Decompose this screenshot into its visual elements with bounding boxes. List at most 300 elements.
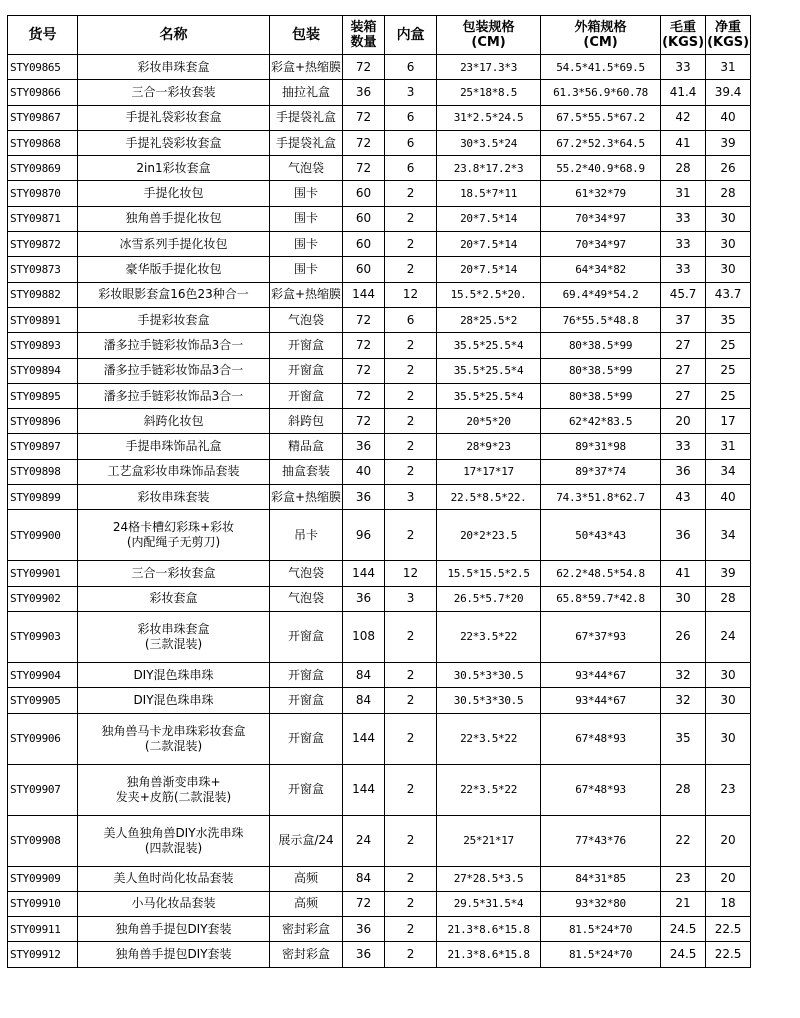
cell-code: STY09867 — [8, 105, 78, 130]
cell-carton-spec: 67.5*55.5*67.2 — [541, 105, 661, 130]
cell-name — [78, 434, 270, 459]
cell-net-weight: 39 — [706, 130, 751, 155]
cell-name-line1: 冰雪系列手提化妆包 — [119, 236, 228, 251]
cell-net-weight: 20 — [706, 815, 751, 866]
cell-name-line1: 彩妆串珠套装 — [137, 489, 210, 504]
cell-package: 抽盒套装 — [270, 459, 343, 484]
cell-carton-spec: 70*34*97 — [541, 232, 661, 257]
cell-code: STY09895 — [8, 383, 78, 408]
cell-inner-box: 3 — [385, 80, 437, 105]
cell-package: 高频 — [270, 891, 343, 916]
cell-code: STY09893 — [8, 333, 78, 358]
cell-inner-box: 6 — [385, 156, 437, 181]
cell-code: STY09903 — [8, 611, 78, 662]
cell-code: STY09894 — [8, 358, 78, 383]
cell-inner-box: 2 — [385, 891, 437, 916]
table-row — [8, 333, 751, 358]
table-row — [8, 662, 751, 687]
cell-inner-box: 2 — [385, 510, 437, 561]
cell-carton-spec: 80*38.5*99 — [541, 383, 661, 408]
cell-inner-box: 2 — [385, 409, 437, 434]
cell-package-spec: 21.3*8.6*15.8 — [437, 917, 541, 942]
cell-package: 密封彩盒 — [270, 917, 343, 942]
cell-package: 彩盒+热缩膜 — [270, 485, 343, 510]
cell-inner-box: 2 — [385, 257, 437, 282]
cell-package-spec: 25*21*17 — [437, 815, 541, 866]
cell-name-line1: 手提化妆包 — [143, 186, 204, 201]
cell-gross-weight: 22 — [661, 815, 706, 866]
cell-gross-weight: 43 — [661, 485, 706, 510]
cell-carton-qty: 144 — [343, 713, 385, 764]
table-row — [8, 459, 751, 484]
cell-name — [78, 586, 270, 611]
cell-package: 围卡 — [270, 257, 343, 282]
cell-net-weight: 30 — [706, 232, 751, 257]
header-gross-weight — [661, 16, 706, 55]
cell-inner-box: 2 — [385, 764, 437, 815]
cell-carton-qty: 24 — [343, 815, 385, 866]
table-row — [8, 942, 751, 967]
cell-package: 气泡袋 — [270, 307, 343, 332]
cell-carton-qty: 36 — [343, 586, 385, 611]
cell-code: STY09908 — [8, 815, 78, 866]
cell-gross-weight: 33 — [661, 206, 706, 231]
cell-carton-qty: 36 — [343, 942, 385, 967]
cell-net-weight: 30 — [706, 662, 751, 687]
cell-package-spec: 23*17.3*3 — [437, 55, 541, 80]
cell-name — [78, 55, 270, 80]
cell-package-spec: 21.3*8.6*15.8 — [437, 942, 541, 967]
table-row — [8, 181, 751, 206]
cell-inner-box: 3 — [385, 586, 437, 611]
cell-package-spec: 35.5*25.5*4 — [437, 333, 541, 358]
cell-name-line2: (二款混装) — [144, 738, 203, 753]
cell-carton-spec: 93*44*67 — [541, 662, 661, 687]
cell-inner-box: 2 — [385, 232, 437, 257]
cell-name-line2: (内配绳子无剪刀) — [126, 535, 221, 550]
cell-code: STY09871 — [8, 206, 78, 231]
cell-name-line1: 独角兽渐变串珠+ — [126, 774, 221, 789]
cell-net-weight: 28 — [706, 181, 751, 206]
cell-package-spec: 28*9*23 — [437, 434, 541, 459]
table-row — [8, 891, 751, 916]
cell-gross-weight: 23 — [661, 866, 706, 891]
table-row — [8, 764, 751, 815]
cell-carton-qty: 36 — [343, 917, 385, 942]
cell-name-line1: 小马化妆品套装 — [131, 896, 216, 911]
table-row — [8, 156, 751, 181]
cell-code: STY09901 — [8, 561, 78, 586]
cell-code: STY09906 — [8, 713, 78, 764]
cell-package: 展示盒/24 — [270, 815, 343, 866]
cell-package-spec: 20*7.5*14 — [437, 257, 541, 282]
cell-gross-weight: 36 — [661, 510, 706, 561]
cell-carton-spec: 80*38.5*99 — [541, 333, 661, 358]
cell-package-spec: 20*7.5*14 — [437, 206, 541, 231]
cell-name-line1: 美人鱼独角兽DIY水洗串珠 — [103, 825, 244, 840]
cell-inner-box: 2 — [385, 434, 437, 459]
cell-package-spec: 26.5*5.7*20 — [437, 586, 541, 611]
cell-name-line2: (四款混装) — [144, 840, 203, 855]
header-package-spec-line2: (CM) — [471, 35, 506, 50]
cell-carton-spec: 80*38.5*99 — [541, 358, 661, 383]
cell-gross-weight: 37 — [661, 307, 706, 332]
table-row — [8, 688, 751, 713]
table-row — [8, 307, 751, 332]
header-net-weight — [706, 16, 751, 55]
cell-name — [78, 561, 270, 586]
cell-name-line1: 独角兽手提化妆包 — [125, 211, 222, 226]
cell-gross-weight: 41 — [661, 561, 706, 586]
cell-name — [78, 942, 270, 967]
cell-carton-qty: 72 — [343, 891, 385, 916]
cell-net-weight: 39 — [706, 561, 751, 586]
cell-net-weight: 22.5 — [706, 917, 751, 942]
cell-inner-box: 2 — [385, 206, 437, 231]
header-net-weight-line2: (KGS) — [707, 35, 750, 50]
cell-net-weight: 30 — [706, 257, 751, 282]
cell-name-line1: 手提彩妆套盒 — [137, 312, 210, 327]
cell-inner-box: 2 — [385, 942, 437, 967]
cell-package-spec: 20*2*23.5 — [437, 510, 541, 561]
table-row — [8, 55, 751, 80]
cell-code: STY09873 — [8, 257, 78, 282]
cell-gross-weight: 32 — [661, 662, 706, 687]
cell-package-spec: 30*3.5*24 — [437, 130, 541, 155]
cell-code: STY09905 — [8, 688, 78, 713]
cell-code: STY09891 — [8, 307, 78, 332]
cell-carton-qty: 72 — [343, 55, 385, 80]
cell-carton-spec: 64*34*82 — [541, 257, 661, 282]
cell-inner-box: 2 — [385, 333, 437, 358]
cell-name-line1: 豪华版手提化妆包 — [125, 262, 222, 277]
cell-name — [78, 409, 270, 434]
cell-name — [78, 688, 270, 713]
cell-net-weight: 43.7 — [706, 282, 751, 307]
cell-inner-box: 6 — [385, 105, 437, 130]
cell-inner-box: 2 — [385, 713, 437, 764]
header-row — [8, 16, 751, 55]
table-row — [8, 815, 751, 866]
cell-name-line1: 彩妆套盒 — [149, 591, 198, 606]
cell-name — [78, 307, 270, 332]
cell-code: STY09898 — [8, 459, 78, 484]
header-carton-spec-line2: (CM) — [583, 35, 618, 50]
cell-name-line1: 独角兽手提包DIY套装 — [115, 947, 232, 962]
cell-code: STY09865 — [8, 55, 78, 80]
table-row — [8, 485, 751, 510]
cell-package: 围卡 — [270, 232, 343, 257]
cell-carton-qty: 36 — [343, 485, 385, 510]
table-row — [8, 586, 751, 611]
cell-gross-weight: 35 — [661, 713, 706, 764]
cell-carton-qty: 84 — [343, 866, 385, 891]
cell-carton-spec: 81.5*24*70 — [541, 942, 661, 967]
cell-name — [78, 130, 270, 155]
cell-name-line1: DIY混色珠串珠 — [133, 692, 214, 707]
cell-carton-qty: 84 — [343, 688, 385, 713]
cell-carton-spec: 67*48*93 — [541, 713, 661, 764]
cell-gross-weight: 21 — [661, 891, 706, 916]
cell-package-spec: 23.8*17.2*3 — [437, 156, 541, 181]
cell-inner-box: 2 — [385, 358, 437, 383]
cell-package: 气泡袋 — [270, 586, 343, 611]
cell-carton-qty: 36 — [343, 80, 385, 105]
cell-net-weight: 25 — [706, 358, 751, 383]
cell-name-line1: 手提串珠饰品礼盒 — [125, 439, 222, 454]
cell-package: 围卡 — [270, 181, 343, 206]
cell-gross-weight: 26 — [661, 611, 706, 662]
cell-net-weight: 40 — [706, 485, 751, 510]
cell-name — [78, 333, 270, 358]
table-row — [8, 206, 751, 231]
cell-net-weight: 17 — [706, 409, 751, 434]
cell-carton-qty: 60 — [343, 181, 385, 206]
cell-code: STY09872 — [8, 232, 78, 257]
cell-carton-spec: 89*31*98 — [541, 434, 661, 459]
cell-name-line1: 三合一彩妆套盒 — [131, 565, 216, 580]
cell-name-line1: 美人鱼时尚化妆品套装 — [113, 871, 234, 886]
cell-inner-box: 12 — [385, 561, 437, 586]
cell-carton-spec: 77*43*76 — [541, 815, 661, 866]
cell-name-line1: 三合一彩妆套装 — [131, 84, 216, 99]
cell-package-spec: 27*28.5*3.5 — [437, 866, 541, 891]
product-packing-table — [7, 15, 751, 968]
cell-code: STY09868 — [8, 130, 78, 155]
cell-net-weight: 34 — [706, 510, 751, 561]
cell-name — [78, 156, 270, 181]
cell-code: STY09902 — [8, 586, 78, 611]
cell-gross-weight: 42 — [661, 105, 706, 130]
cell-package-spec: 28*25.5*2 — [437, 307, 541, 332]
cell-code: STY09896 — [8, 409, 78, 434]
cell-gross-weight: 33 — [661, 232, 706, 257]
cell-carton-qty: 60 — [343, 232, 385, 257]
cell-code: STY09882 — [8, 282, 78, 307]
cell-carton-qty: 72 — [343, 105, 385, 130]
cell-name — [78, 383, 270, 408]
cell-code: STY09904 — [8, 662, 78, 687]
cell-net-weight: 25 — [706, 333, 751, 358]
cell-package: 精品盒 — [270, 434, 343, 459]
cell-gross-weight: 41 — [661, 130, 706, 155]
cell-package: 手提袋礼盒 — [270, 105, 343, 130]
cell-name — [78, 662, 270, 687]
cell-net-weight: 20 — [706, 866, 751, 891]
cell-package-spec: 29.5*31.5*4 — [437, 891, 541, 916]
cell-name — [78, 257, 270, 282]
cell-net-weight: 40 — [706, 105, 751, 130]
cell-carton-spec: 61*32*79 — [541, 181, 661, 206]
cell-carton-spec: 84*31*85 — [541, 866, 661, 891]
cell-package-spec: 15.5*15.5*2.5 — [437, 561, 541, 586]
cell-package: 气泡袋 — [270, 561, 343, 586]
cell-name — [78, 232, 270, 257]
cell-inner-box: 2 — [385, 611, 437, 662]
cell-gross-weight: 27 — [661, 358, 706, 383]
cell-inner-box: 2 — [385, 459, 437, 484]
cell-name-line1: DIY混色珠串珠 — [133, 667, 214, 682]
cell-name-line1: 彩妆串珠套盒 — [137, 621, 210, 636]
cell-inner-box: 2 — [385, 815, 437, 866]
cell-gross-weight: 28 — [661, 764, 706, 815]
cell-name — [78, 282, 270, 307]
cell-package: 开窗盒 — [270, 358, 343, 383]
cell-name-line1: 潘多拉手链彩妆饰品3合一 — [103, 337, 244, 352]
cell-carton-spec: 67*37*93 — [541, 611, 661, 662]
cell-gross-weight: 33 — [661, 257, 706, 282]
cell-inner-box: 2 — [385, 688, 437, 713]
cell-code: STY09900 — [8, 510, 78, 561]
cell-carton-spec: 93*32*80 — [541, 891, 661, 916]
table-row — [8, 257, 751, 282]
cell-gross-weight: 24.5 — [661, 917, 706, 942]
cell-carton-spec: 65.8*59.7*42.8 — [541, 586, 661, 611]
cell-name — [78, 510, 270, 561]
cell-package-spec: 25*18*8.5 — [437, 80, 541, 105]
cell-net-weight: 30 — [706, 713, 751, 764]
cell-carton-spec: 89*37*74 — [541, 459, 661, 484]
cell-gross-weight: 36 — [661, 459, 706, 484]
cell-name-line1: 彩妆眼影套盒16色23种合一 — [98, 287, 249, 302]
cell-package-spec: 18.5*7*11 — [437, 181, 541, 206]
table-row — [8, 105, 751, 130]
cell-inner-box: 2 — [385, 181, 437, 206]
table-row — [8, 866, 751, 891]
cell-inner-box: 2 — [385, 383, 437, 408]
cell-package: 抽拉礼盒 — [270, 80, 343, 105]
cell-name — [78, 80, 270, 105]
cell-gross-weight: 20 — [661, 409, 706, 434]
cell-carton-spec: 67*48*93 — [541, 764, 661, 815]
cell-carton-spec: 81.5*24*70 — [541, 917, 661, 942]
cell-net-weight: 28 — [706, 586, 751, 611]
table-row — [8, 611, 751, 662]
cell-name-line1: 独角兽马卡龙串珠彩妆套盒 — [101, 723, 246, 738]
cell-carton-spec: 76*55.5*48.8 — [541, 307, 661, 332]
cell-carton-spec: 62.2*48.5*54.8 — [541, 561, 661, 586]
header-gross-weight-line1: 毛重 — [670, 20, 697, 35]
cell-carton-spec: 93*44*67 — [541, 688, 661, 713]
cell-package-spec: 22*3.5*22 — [437, 713, 541, 764]
cell-carton-qty: 60 — [343, 257, 385, 282]
cell-package: 高频 — [270, 866, 343, 891]
cell-net-weight: 30 — [706, 206, 751, 231]
cell-package-spec: 22*3.5*22 — [437, 611, 541, 662]
cell-code: STY09870 — [8, 181, 78, 206]
cell-package: 斜跨包 — [270, 409, 343, 434]
cell-package: 围卡 — [270, 206, 343, 231]
cell-carton-qty: 96 — [343, 510, 385, 561]
cell-gross-weight: 31 — [661, 181, 706, 206]
cell-name-line2: 发夹+皮筋(二款混装) — [115, 789, 232, 804]
cell-package-spec: 15.5*2.5*20. — [437, 282, 541, 307]
cell-name-line1: 潘多拉手链彩妆饰品3合一 — [103, 363, 244, 378]
cell-package: 开窗盒 — [270, 383, 343, 408]
cell-package: 手提袋礼盒 — [270, 130, 343, 155]
cell-package-spec: 22.5*8.5*22. — [437, 485, 541, 510]
cell-gross-weight: 27 — [661, 333, 706, 358]
cell-package: 彩盒+热缩膜 — [270, 55, 343, 80]
cell-name-line1: 2in1彩妆套盒 — [136, 160, 211, 175]
cell-net-weight: 24 — [706, 611, 751, 662]
cell-carton-qty: 72 — [343, 409, 385, 434]
cell-package: 开窗盒 — [270, 713, 343, 764]
cell-name-line1: 独角兽手提包DIY套装 — [115, 921, 232, 936]
cell-gross-weight: 33 — [661, 434, 706, 459]
header-carton-qty-line1: 装箱 — [350, 20, 377, 35]
cell-name — [78, 459, 270, 484]
cell-carton-qty: 72 — [343, 307, 385, 332]
cell-gross-weight: 41.4 — [661, 80, 706, 105]
cell-carton-qty: 84 — [343, 662, 385, 687]
cell-gross-weight: 33 — [661, 55, 706, 80]
cell-carton-spec: 69.4*49*54.2 — [541, 282, 661, 307]
cell-code: STY09912 — [8, 942, 78, 967]
cell-carton-spec: 74.3*51.8*62.7 — [541, 485, 661, 510]
cell-net-weight: 23 — [706, 764, 751, 815]
cell-package: 开窗盒 — [270, 333, 343, 358]
cell-package: 密封彩盒 — [270, 942, 343, 967]
cell-package: 开窗盒 — [270, 662, 343, 687]
cell-name — [78, 105, 270, 130]
cell-name — [78, 815, 270, 866]
cell-package: 彩盒+热缩膜 — [270, 282, 343, 307]
cell-gross-weight: 28 — [661, 156, 706, 181]
cell-package-spec: 35.5*25.5*4 — [437, 358, 541, 383]
cell-inner-box: 6 — [385, 130, 437, 155]
cell-code: STY09869 — [8, 156, 78, 181]
table-row — [8, 434, 751, 459]
cell-carton-qty: 60 — [343, 206, 385, 231]
cell-name — [78, 866, 270, 891]
cell-gross-weight: 32 — [661, 688, 706, 713]
table-row — [8, 917, 751, 942]
cell-package-spec: 30.5*3*30.5 — [437, 688, 541, 713]
header-package: 包装 — [270, 16, 343, 55]
cell-inner-box: 3 — [385, 485, 437, 510]
header-carton-qty-line2: 数量 — [350, 35, 377, 50]
cell-package-spec: 30.5*3*30.5 — [437, 662, 541, 687]
cell-name — [78, 485, 270, 510]
cell-carton-qty: 144 — [343, 561, 385, 586]
cell-carton-qty: 144 — [343, 764, 385, 815]
cell-carton-qty: 72 — [343, 333, 385, 358]
cell-name-line1: 工艺盒彩妆串珠饰品套装 — [107, 464, 240, 479]
cell-name — [78, 891, 270, 916]
table-row — [8, 383, 751, 408]
cell-package-spec: 17*17*17 — [437, 459, 541, 484]
cell-net-weight: 18 — [706, 891, 751, 916]
cell-package-spec: 20*5*20 — [437, 409, 541, 434]
cell-carton-spec: 61.3*56.9*60.78 — [541, 80, 661, 105]
cell-package: 气泡袋 — [270, 156, 343, 181]
cell-name — [78, 713, 270, 764]
cell-carton-qty: 72 — [343, 156, 385, 181]
cell-code: STY09909 — [8, 866, 78, 891]
cell-name — [78, 358, 270, 383]
cell-gross-weight: 45.7 — [661, 282, 706, 307]
cell-carton-spec: 70*34*97 — [541, 206, 661, 231]
cell-package: 开窗盒 — [270, 764, 343, 815]
header-code: 货号 — [8, 16, 78, 55]
header-package-spec — [437, 16, 541, 55]
cell-inner-box: 6 — [385, 307, 437, 332]
cell-code: STY09899 — [8, 485, 78, 510]
cell-code: STY09911 — [8, 917, 78, 942]
cell-inner-box: 2 — [385, 866, 437, 891]
cell-carton-qty: 108 — [343, 611, 385, 662]
